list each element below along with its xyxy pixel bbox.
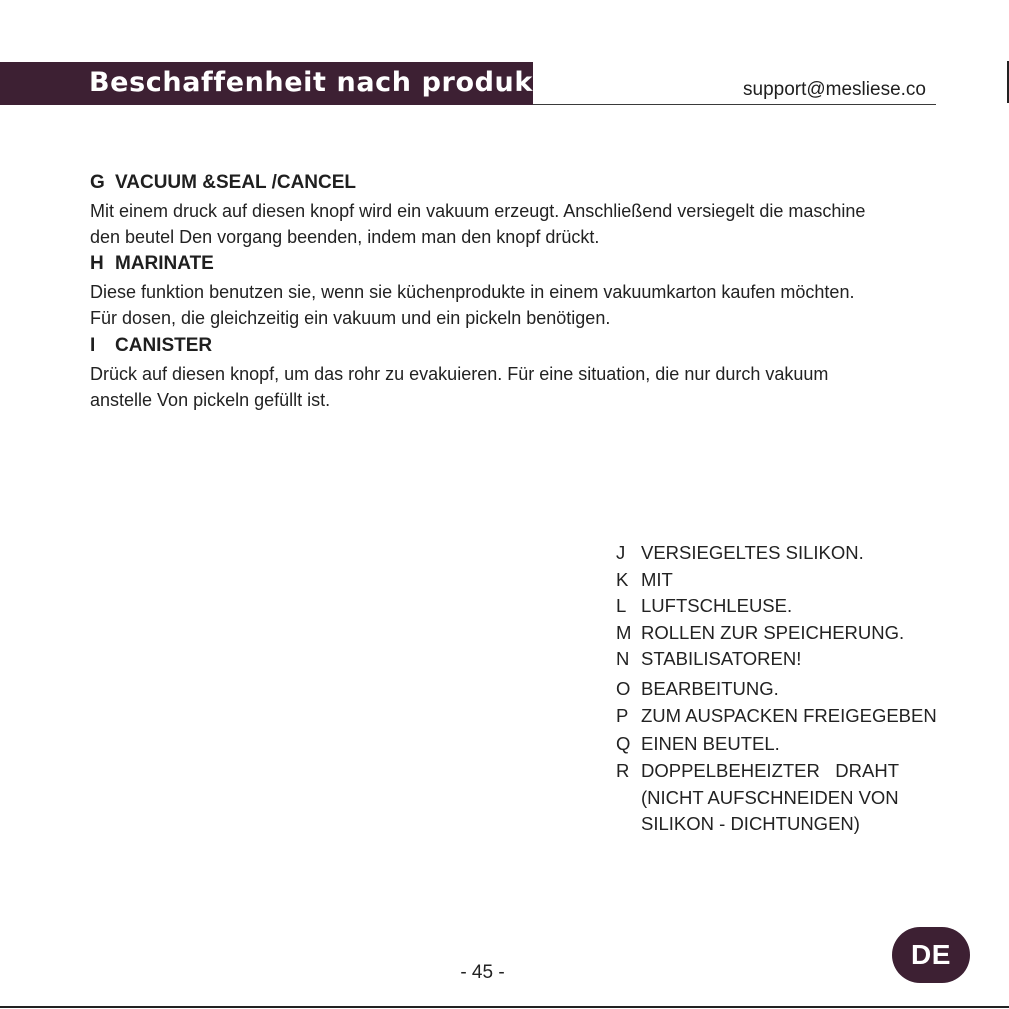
language-badge: DE <box>892 927 970 983</box>
header-divider <box>533 104 936 105</box>
list-item <box>616 703 986 730</box>
part-label: MIT <box>641 568 673 590</box>
part-label: BEARBEITUNG. <box>641 677 779 699</box>
part-letter: O <box>616 677 631 699</box>
part-letter: K <box>616 568 629 590</box>
section-heading <box>90 172 870 194</box>
section-description: Mit einem druck auf diesen knopf wird ein vakuum erzeugt. Anschließend versiegelt die maschine den beutel Den vorgang beenden, indem man den knopf drückt. <box>90 201 866 247</box>
part-letter: L <box>616 595 627 616</box>
part-label: ROLLEN ZUR SPEICHERUNG. <box>641 621 905 643</box>
section-letter: H <box>90 253 104 274</box>
section-letter: I <box>90 335 96 356</box>
part-letter: Q <box>616 732 631 754</box>
section-description: Drück auf diesen knopf, um das rohr zu evakuieren. Für eine situation, die nur durch vakuum anstelle Von pickeln gefüllt ist. <box>90 364 829 410</box>
part-letter: M <box>616 621 632 643</box>
page-number: - 45 - <box>460 962 505 983</box>
section-vacuum-seal-cancel <box>90 172 870 250</box>
section-title: MARINATE <box>115 253 214 274</box>
section-marinate <box>90 253 870 331</box>
list-item <box>616 676 986 703</box>
section-letter: G <box>90 172 105 193</box>
part-label: DOPPELBEHEIZTER DRAHT (NICHT AUFSCHNEIDEN VON SILIKON - DICHTUNGEN) <box>641 760 900 834</box>
list-item <box>616 731 986 758</box>
part-letter: J <box>616 542 626 563</box>
support-email: support@mesliese.co <box>743 79 926 100</box>
section-heading <box>90 335 870 357</box>
part-letter: P <box>616 705 629 726</box>
list-item <box>616 758 986 838</box>
page-title: Beschaffenheit nach produkten <box>89 67 586 98</box>
list-item <box>616 646 986 673</box>
part-label: EINEN BEUTEL. <box>641 732 780 754</box>
list-item <box>616 540 986 567</box>
part-label: VERSIEGELTES SILIKON. <box>641 542 864 563</box>
part-letter: N <box>616 648 630 669</box>
section-description: Diese funktion benutzen sie, wenn sie küchenprodukte in einem vakuumkarton kaufen möchten. Für dosen, die gleichzeitig ein vakuum und ein pickeln benötigen. <box>90 282 855 328</box>
section-canister <box>90 335 870 413</box>
list-item <box>616 593 986 620</box>
section-heading <box>90 253 870 275</box>
section-title: CANISTER <box>115 335 213 356</box>
section-title: VACUUM &SEAL /CANCEL <box>115 172 357 193</box>
part-label: LUFTSCHLEUSE. <box>641 595 793 616</box>
part-label: ZUM AUSPACKEN FREIGEGEBEN <box>641 705 937 726</box>
part-letter: R <box>616 760 630 781</box>
list-item <box>616 567 986 594</box>
list-item <box>616 620 986 647</box>
footer-divider <box>0 1006 1009 1008</box>
parts-list <box>616 540 986 838</box>
part-label: STABILISATOREN! <box>641 648 802 669</box>
